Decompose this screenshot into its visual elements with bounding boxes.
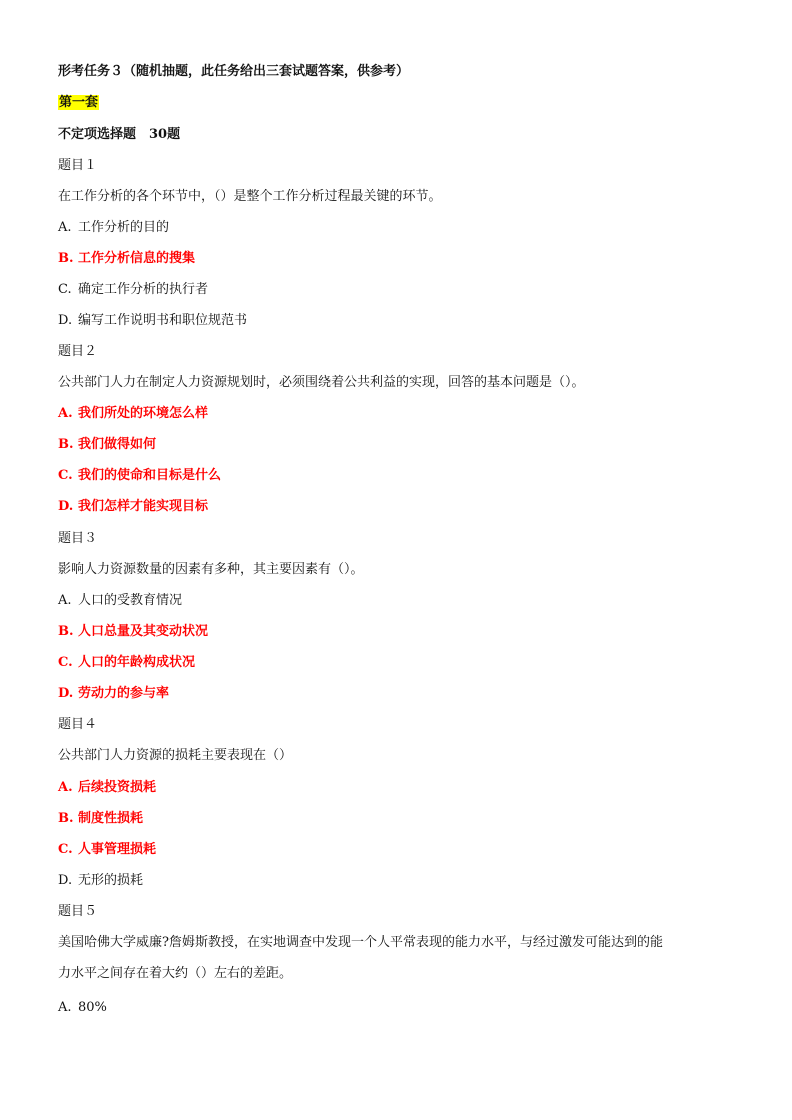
option-letter: C.	[58, 282, 72, 297]
option-text: 劳动力的参与率	[78, 686, 170, 701]
option-letter: A.	[58, 593, 72, 608]
option-letter: C.	[58, 468, 73, 483]
option-text: 后续投资损耗	[78, 780, 157, 795]
option-d	[58, 498, 208, 516]
option-b	[58, 623, 208, 641]
option-a	[58, 779, 156, 797]
option-c	[58, 841, 156, 859]
option-text: 我们怎样才能实现目标	[78, 499, 209, 514]
option-letter: B.	[58, 251, 74, 266]
question-stem: 公共部门人力在制定人力资源规划时，必须围绕着公共利益的实现，回答的基本问题是（）。	[58, 375, 585, 390]
option-b	[58, 250, 195, 268]
option-text: 我们的使命和目标是什么	[78, 468, 222, 483]
option-a	[58, 592, 182, 610]
option-text: 人事管理损耗	[78, 842, 157, 857]
option-letter: D.	[58, 686, 74, 701]
question-stem: 在工作分析的各个环节中，（）是整个工作分析过程最关键的环节。	[58, 189, 442, 204]
question-stem-line-1: 美国哈佛大学威廉?詹姆斯教授，在实地调查中发现一个人平常表现的能力水平，与经过激发可能达到的能	[58, 935, 663, 950]
question-stem: 公共部门人力资源的损耗主要表现在（）	[58, 748, 293, 763]
option-text: 我们做得如何	[78, 437, 157, 452]
document-title: 形考任务３（随机抽题，此任务给出三套试题答案，供参考）	[58, 64, 410, 79]
option-b	[58, 436, 156, 454]
section-label: 不定项选择题 30题	[58, 127, 181, 142]
set-label-text: 第一套	[59, 95, 99, 110]
option-d	[58, 685, 169, 703]
option-d	[58, 872, 143, 890]
question-label: 题目５	[58, 904, 98, 919]
question-label: 题目３	[58, 531, 98, 546]
option-text: 编写工作说明书和职位规范书	[78, 313, 248, 328]
option-a	[58, 219, 169, 237]
option-letter: B.	[58, 624, 74, 639]
option-text: 无形的损耗	[78, 873, 144, 888]
option-text: 工作分析的目的	[78, 220, 170, 235]
option-c	[58, 654, 195, 672]
question-stem: 影响人力资源数量的因素有多种，其主要因素有（）。	[58, 562, 364, 577]
option-d	[58, 312, 247, 330]
option-letter: B.	[58, 811, 74, 826]
option-a	[58, 405, 208, 423]
option-text: 制度性损耗	[78, 811, 144, 826]
option-text: 确定工作分析的执行者	[78, 282, 209, 297]
option-letter: A.	[58, 406, 73, 421]
question-stem-line-2: 力水平之间存在着大约（）左右的差距。	[58, 966, 293, 981]
option-text: 工作分析信息的搜集	[78, 251, 196, 266]
option-letter: B.	[58, 437, 74, 452]
option-a	[58, 999, 107, 1017]
option-letter: A.	[58, 220, 72, 235]
option-text: 人口的年龄构成状况	[78, 655, 196, 670]
option-letter: A.	[58, 1000, 72, 1015]
option-text: 80%	[78, 1000, 107, 1015]
option-letter: C.	[58, 655, 73, 670]
option-b	[58, 810, 143, 828]
option-c	[58, 467, 221, 485]
question-label: 题目４	[58, 717, 98, 732]
option-letter: A.	[58, 780, 73, 795]
option-text: 人口总量及其变动状况	[78, 624, 209, 639]
option-letter: D.	[58, 499, 74, 514]
set-label	[58, 94, 99, 112]
option-c	[58, 281, 208, 299]
option-text: 我们所处的环境怎么样	[78, 406, 209, 421]
question-label: 题目２	[58, 344, 98, 359]
option-letter: C.	[58, 842, 73, 857]
option-text: 人口的受教育情况	[78, 593, 183, 608]
question-label: 题目１	[58, 158, 98, 173]
option-letter: D.	[58, 313, 73, 328]
option-letter: D.	[58, 873, 73, 888]
